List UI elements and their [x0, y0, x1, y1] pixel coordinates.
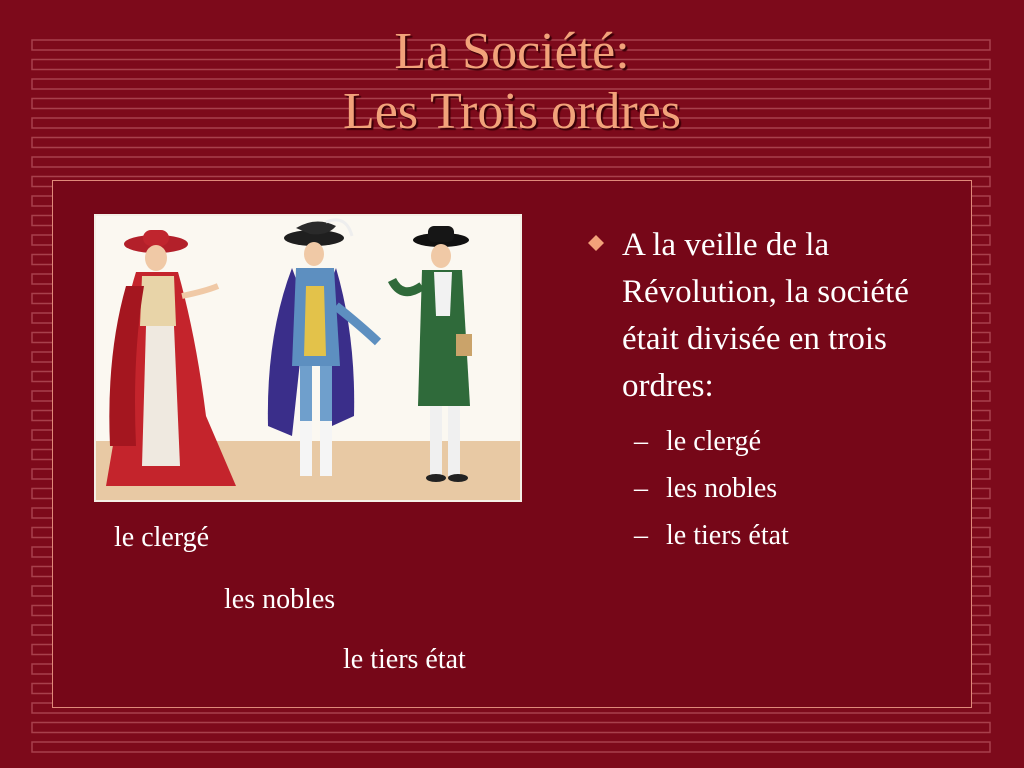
- dash-marker: –: [634, 426, 648, 457]
- sub-bullet-third: [588, 512, 928, 559]
- stripe-line: [32, 723, 990, 733]
- caption-third-estate: le tiers état: [343, 644, 466, 675]
- sub-bullet-nobles: [588, 465, 928, 512]
- slide-title: [0, 22, 1024, 142]
- title-line-1: La Société:: [394, 23, 630, 80]
- main-bullet-text: A la veille de la Révolution, la société était divisée en trois ordres:: [622, 227, 909, 404]
- figures-icon: [96, 216, 520, 500]
- dash-marker: –: [634, 473, 648, 504]
- dash-marker: –: [634, 520, 648, 551]
- diamond-bullet-icon: [588, 235, 604, 251]
- main-bullet: [588, 222, 928, 410]
- bullet-list: [588, 222, 928, 559]
- stripe-line: [32, 742, 990, 752]
- sub-bullet-text: le clergé: [666, 426, 762, 457]
- caption-nobles: les nobles: [224, 584, 336, 615]
- sub-bullet-clergy: [588, 418, 928, 465]
- sub-bullets: [588, 418, 928, 559]
- caption-clergy: le clergé: [114, 522, 210, 553]
- stripe-line: [32, 157, 990, 167]
- sub-bullet-text: les nobles: [666, 473, 778, 504]
- title-line-2: Les Trois ordres: [342, 83, 682, 140]
- sub-bullet-text: le tiers état: [666, 520, 789, 551]
- three-orders-illustration: [94, 214, 522, 502]
